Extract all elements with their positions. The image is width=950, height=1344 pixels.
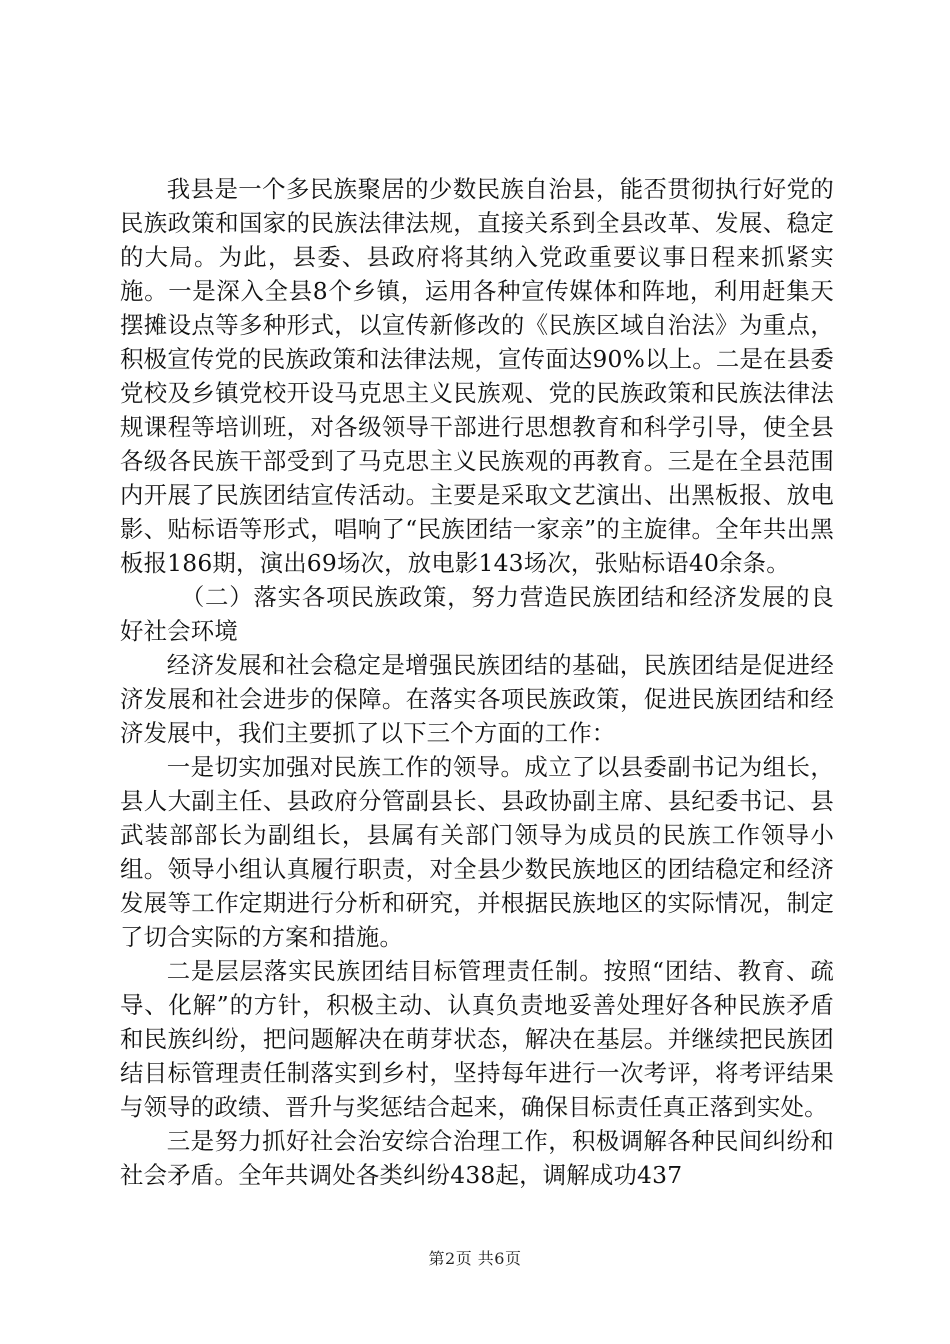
page-number-footer: 第2页 共6页: [428, 1249, 522, 1268]
section-heading-2: （二）落实各项民族政策，努力营造民族团结和经济发展的良好社会环境: [120, 583, 834, 645]
paragraph-responsibility: 二是层层落实民族团结目标管理责任制。按照“团结、教育、疏导、化解”的方针，积极主动、认真负责地妥善处理好各种民族矛盾和民族纠纷，把问题解决在萌芽状态，解决在基层。并继续把民族团结目标管理责任制落实到乡村，坚持每年进行一次考评，将考评结果与领导的政绩、晋升与奖惩结合起来，确保目标责任真正落到实处。: [120, 957, 834, 1121]
paragraph-publicity: 我县是一个多民族聚居的少数民族自治县，能否贯彻执行好党的民族政策和国家的民族法律法规，直接关系到全县改革、发展、稳定的大局。为此，县委、县政府将其纳入党政重要议事日程来抓紧实施。一是深入全县8个乡镇，运用各种宣传媒体和阵地，利用赶集天摆摊设点等多种形式，以宣传新修改的《民族区域自治法》为重点，积极宣传党的民族政策和法律法规，宣传面达90%以上。二是在县委党校及乡镇党校开设马克思主义民族观、党的民族政策和民族法律法规课程等培训班，对各级领导干部进行思想教育和科学引导，使全县各级各民族干部受到了马克思主义民族观的再教育。三是在全县范围内开展了民族团结宣传活动。主要是采取文艺演出、出黑板报、放电影、贴标语等形式，唱响了“民族团结一家亲”的主旋律。全年共出黑板报186期，演出69场次，放电影143场次，张贴标语40余条。: [120, 175, 834, 577]
paragraph-public-security: 三是努力抓好社会治安综合治理工作，积极调解各种民间纠纷和社会矛盾。全年共调处各类纠纷438起，调解成功437: [120, 1127, 834, 1189]
paragraph-leadership: 一是切实加强对民族工作的领导。成立了以县委副书记为组长，县人大副主任、县政府分管副县长、县政协副主席、县纪委书记、县武装部部长为副组长，县属有关部门领导为成员的民族工作领导小组。领导小组认真履行职责，对全县少数民族地区的团结稳定和经济发展等工作定期进行分析和研究，并根据民族地区的实际情况，制定了切合实际的方案和措施。: [120, 753, 834, 951]
paragraph-intro: 经济发展和社会稳定是增强民族团结的基础，民族团结是促进经济发展和社会进步的保障。在落实各项民族政策，促进民族团结和经济发展中，我们主要抓了以下三个方面的工作：: [120, 651, 834, 747]
document-body: [120, 172, 834, 1192]
